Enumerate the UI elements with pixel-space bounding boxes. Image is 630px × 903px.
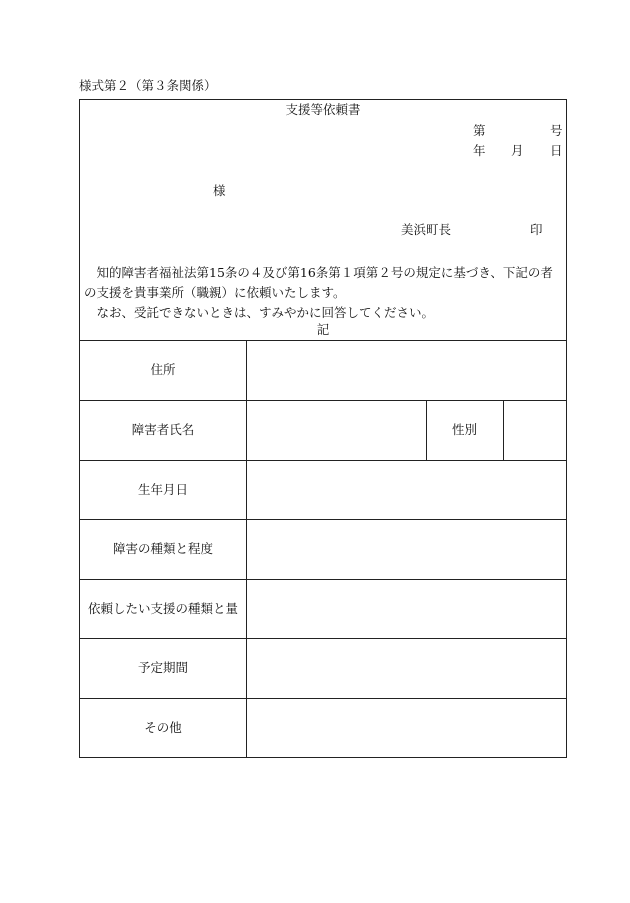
address-label: 住所	[150, 362, 176, 377]
ki-heading: 記	[316, 322, 330, 337]
request-form-frame	[79, 99, 567, 758]
name-value-cell[interactable]	[247, 401, 425, 459]
birthdate-label: 生年月日	[137, 482, 188, 497]
number-suffix: 号	[550, 123, 563, 138]
gender-label: 性別	[451, 422, 477, 437]
number-prefix: 第	[473, 123, 486, 138]
form-number-label: 様式第２（第３条関係）	[79, 78, 217, 93]
date-month: 月	[511, 143, 524, 158]
seal-mark: 印	[530, 222, 543, 237]
address-value-cell[interactable]	[247, 341, 566, 399]
period-value-cell[interactable]	[247, 639, 566, 697]
date-year: 年	[473, 143, 486, 158]
requested-support-label: 依頼したい支援の種類と量	[87, 601, 238, 616]
disabled-person-name-label: 障害者氏名	[131, 422, 195, 437]
date-day: 日	[550, 143, 563, 158]
document-title: 支援等依頼書	[285, 102, 361, 117]
birthdate-value-cell[interactable]	[247, 461, 566, 518]
gender-value-cell[interactable]	[504, 401, 566, 459]
disability-value-cell[interactable]	[247, 520, 566, 578]
addressee-suffix: 様	[213, 183, 226, 198]
other-label: その他	[144, 720, 182, 735]
request-paragraph: 知的障害者福祉法第15条の４及び第16条第１項第２号の規定に基づき、下記の者の支援を貴事業所（職親）に依頼いたします。	[84, 265, 553, 300]
sender-name: 美浜町長	[401, 222, 452, 237]
support-value-cell[interactable]	[247, 580, 566, 637]
planned-period-label: 予定期間	[137, 660, 188, 675]
other-value-cell[interactable]	[247, 699, 566, 757]
disability-type-label: 障害の種類と程度	[112, 541, 213, 556]
reply-request-paragraph: なお、受託できないときは、すみやかに回答してください。	[84, 305, 435, 320]
